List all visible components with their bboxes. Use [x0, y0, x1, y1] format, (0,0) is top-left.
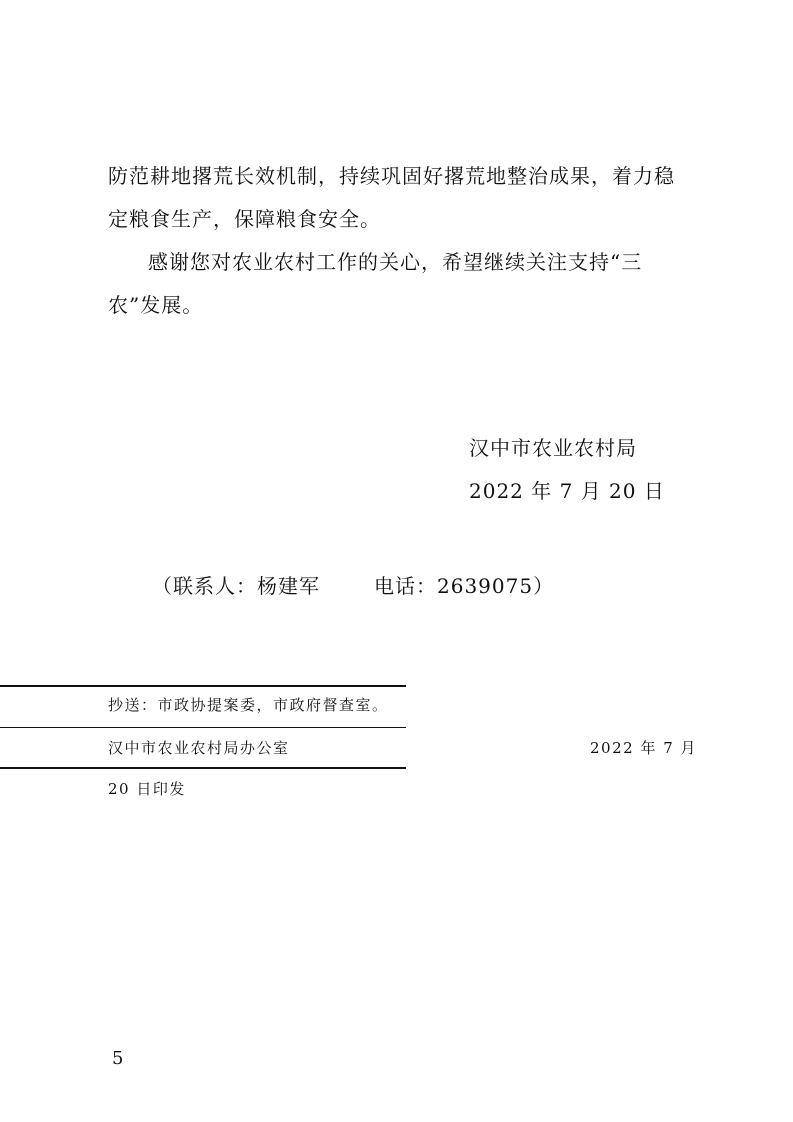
divider-middle [0, 727, 406, 728]
contact-person: （联系人：杨建军 [152, 574, 320, 598]
issue-date-continued: 20 日印发 [108, 780, 186, 798]
contact-phone: 电话：2639075） [374, 574, 555, 598]
issue-date: 2022 年 7 月 [590, 739, 698, 757]
paragraph-line: 感谢您对农业农村工作的关心，希望继续关注支持“三 [148, 250, 643, 274]
signature-org: 汉中市农业农村局 [469, 436, 637, 460]
paragraph-line: 定粮食生产，保障粮食安全。 [108, 207, 381, 231]
divider-top [0, 685, 406, 687]
paragraph-line: 防范耕地撂荒长效机制，持续巩固好撂荒地整治成果，着力稳 [108, 164, 675, 188]
paragraph-line: 农”发展。 [108, 293, 204, 317]
divider-bottom [0, 767, 406, 769]
cc-line: 抄送：市政协提案委，市政府督查室。 [108, 696, 389, 714]
signature-date: 2022 年 7 月 20 日 [469, 479, 665, 503]
issuer-office: 汉中市农业农村局办公室 [108, 739, 290, 757]
page-number: 5 [112, 1048, 124, 1069]
